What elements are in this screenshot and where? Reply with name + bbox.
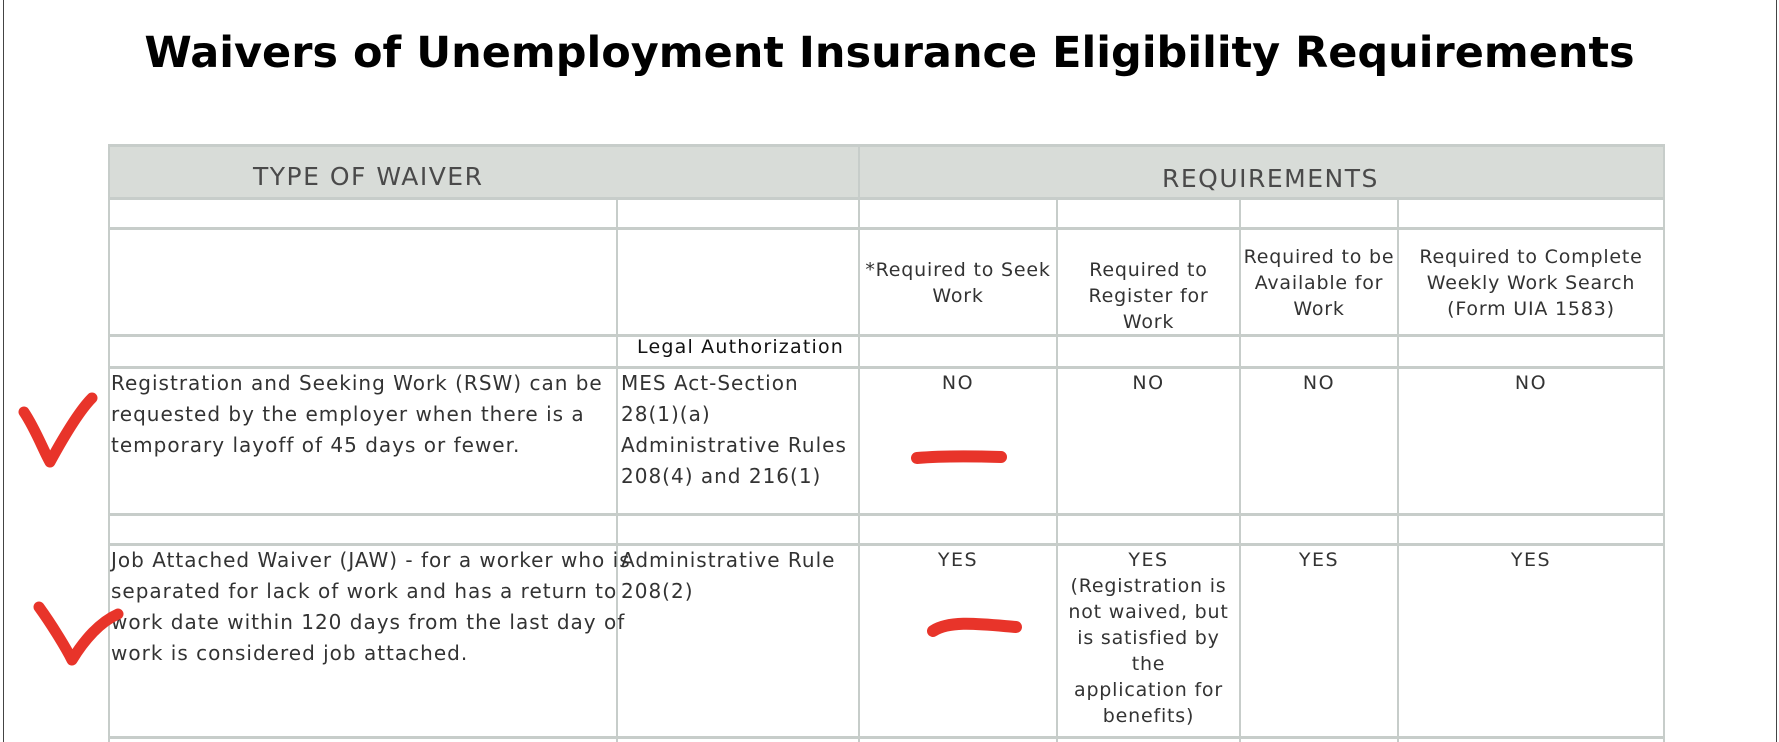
col-header-register: Required to Register for Work (1088, 259, 1209, 333)
row2-weekly-search-value: YES (1510, 549, 1552, 571)
row2-seek-work-value: YES (937, 549, 979, 571)
row2-register-value: YES (1128, 549, 1169, 571)
col-header-seek-work: *Required to Seek Work (865, 259, 1051, 307)
row1-register-value: NO (1132, 372, 1165, 394)
text-line: 208(2) (621, 579, 694, 603)
requirements-header: REQUIREMENTS (1162, 164, 1379, 193)
register-note-line: (Registration is (1070, 575, 1227, 597)
checkmark-icon (24, 398, 92, 462)
row1-available-value: NO (1302, 372, 1336, 394)
text-line: temporary layoff of 45 days or fewer. (111, 433, 521, 457)
register-note-line: application for (1074, 679, 1223, 701)
text-line: MES Act-Section (621, 371, 799, 395)
col-header-weekly-search: Required to Complete Weekly Work Search (Form UIA 1583) (1419, 246, 1643, 320)
text-line: Administrative Rule (621, 548, 836, 572)
text-line: Job Attached Waiver (JAW) - for a worker who is (111, 548, 631, 572)
col-header-available: Required to be Available for Work (1243, 246, 1395, 320)
checkmark-icon (39, 607, 118, 660)
document-title: Waivers of Unemployment Insurance Eligibility Requirements (144, 28, 1635, 78)
register-note-line: benefits) (1102, 705, 1195, 727)
text-line: work is considered job attached. (111, 641, 469, 665)
text-line: work date within 120 days from the last day of (111, 610, 626, 634)
register-note-line: not waived, but (1068, 601, 1229, 623)
dash-mark-icon (917, 456, 1001, 458)
row1-seek-work-value: NO (941, 372, 975, 394)
text-line: Registration and Seeking Work (RSW) can be (111, 371, 603, 395)
dash-mark-icon (933, 624, 1016, 631)
text-line: requested by the employer when there is a (111, 402, 585, 426)
text-line: separated for lack of work and has a return to (111, 579, 618, 603)
row2-available-value: YES (1298, 549, 1340, 571)
type-of-waiver-header: TYPE OF WAIVER (253, 162, 484, 191)
legal-authorization-label: Legal Authorization (637, 336, 845, 358)
row1-weekly-search-value: NO (1514, 372, 1548, 394)
register-note-line: is satisfied by the (1077, 627, 1220, 675)
text-line: 28(1)(a) (621, 402, 711, 426)
text-line: Administrative Rules (621, 433, 847, 457)
text-line: 208(4) and 216(1) (621, 464, 822, 488)
